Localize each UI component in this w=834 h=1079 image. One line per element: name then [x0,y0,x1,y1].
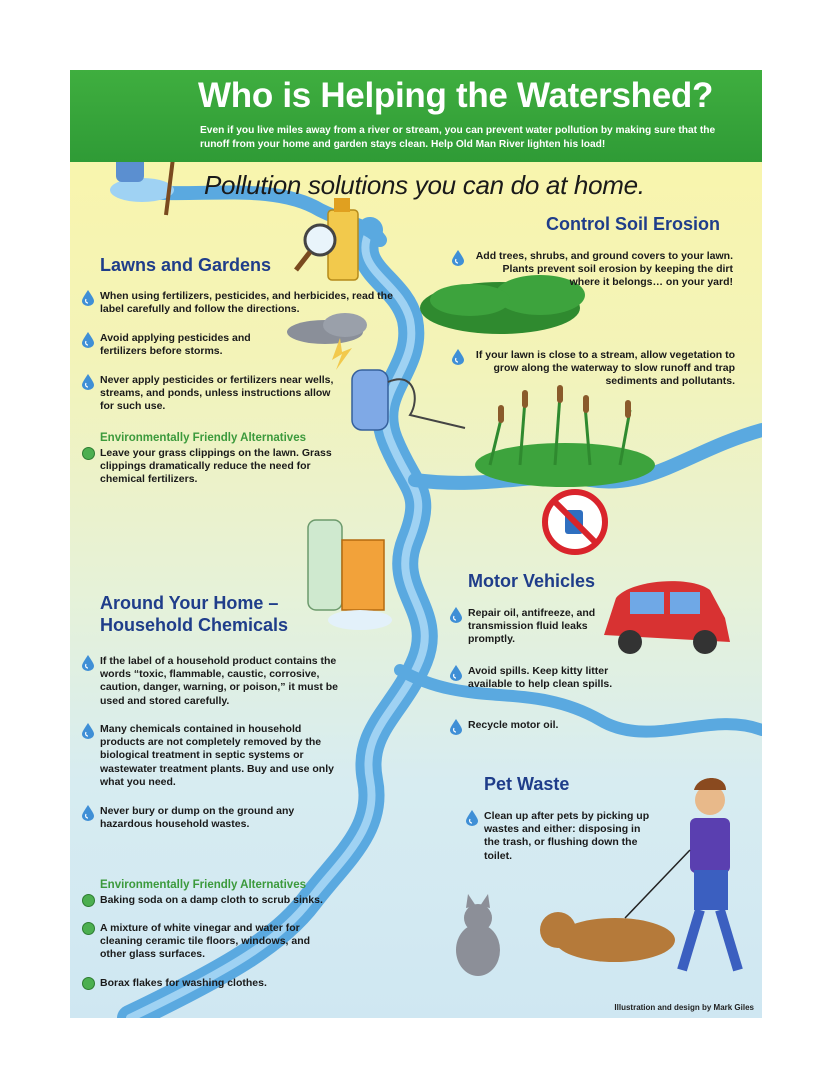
water-drop-icon [82,290,94,306]
pet-item-1-text: Clean up after pets by picking up wastes and either: disposing in the trash, or flushing down the toilet. [484,810,650,862]
household-alt-2-text: A mixture of white vinegar and water for cleaning ceramic tile floors, windows, and other glass surfaces. [100,922,311,961]
household-item-2 [100,723,345,789]
pet-heading: Pet Waste [484,774,570,794]
household-alt-3-text: Borax flakes for washing clothes. [100,977,267,989]
no-dumping-sign-illustration [545,492,605,552]
erosion-heading: Control Soil Erosion [546,214,720,234]
household-alternatives-heading: Environmentally Friendly Alternatives [100,879,306,891]
poster [70,70,762,1018]
lawns-item-3-text: Never apply pesticides or fertilizers near wells, streams, and ponds, unless instructions allow for such use. [100,374,334,413]
water-drop-icon [466,810,478,826]
boy-walking-dog-illustration [540,778,738,970]
motor-item-3 [468,719,628,732]
household-item-2-text: Many chemicals contained in household products are not completely removed by the biological treatment in septic systems or wastewater treatment plants. Buy and use only what you need. [100,723,334,788]
water-drop-icon [450,607,462,623]
household-item-1 [100,655,345,708]
illustration-credit: Illustration and design by Mark Giles [614,1003,754,1012]
water-drop-icon [82,723,94,739]
household-heading-line2: Household Chemicals [100,615,289,635]
household-alt-1-text: Baking soda on a damp cloth to scrub sinks. [100,894,323,906]
water-drop-icon [450,719,462,735]
water-drop-icon [82,805,94,821]
lawns-item-2 [100,332,285,358]
cleaning-products-illustration [308,520,392,630]
erosion-item-2-text: If your lawn is close to a stream, allow vegetation to grow along the waterway to slow runoff and trap sediments and pollutants. [475,349,735,388]
erosion-item-1 [470,250,733,290]
lawns-item-2-text: Avoid applying pesticides and fertilizers before storms. [100,332,251,358]
household-alt-2 [100,922,320,962]
erosion-item-2 [470,349,735,389]
water-drop-icon [82,655,94,671]
motor-heading: Motor Vehicles [468,571,596,591]
lawns-alt-1-text: Leave your grass clippings on the lawn. Grass clippings dramatically reduce the need for chemical fertilizers. [100,447,332,486]
water-drop-icon [82,374,94,390]
motor-item-1-text: Repair oil, antifreeze, and transmission fluid leaks promptly. [468,607,596,646]
household-alt-3 [100,977,350,990]
water-drop-icon [82,332,94,348]
cat-illustration [456,894,500,976]
green-dot-icon [82,922,95,935]
header-banner [70,70,762,162]
intro-text: Even if you live miles away from a river or stream, you can prevent water pollution by making sure that the runoff from your home and garden stays clean. Help Old Man River lighten his load! [200,125,716,150]
lawns-heading: Lawns and Gardens [100,255,272,275]
green-dot-icon [82,447,95,460]
household-alt-1 [100,894,350,907]
water-drop-icon [452,250,464,266]
motor-item-1 [468,607,608,647]
car-illustration [604,581,730,654]
household-heading-line1: Around Your Home – [100,593,279,613]
cattail-grass-illustration [475,385,655,487]
erosion-item-1-text: Add trees, shrubs, and ground covers to your lawn. Plants prevent soil erosion by keeping the dirt where it belongs… on your yard! [475,250,733,289]
motor-item-2 [468,665,628,691]
lawns-alt-1 [100,447,350,487]
subtitle: Pollution solutions you can do at home. [204,170,645,200]
storm-cloud-illustration [287,313,367,370]
green-dot-icon [82,894,95,907]
motor-item-2-text: Avoid spills. Keep kitty litter available to help clean spills. [468,665,613,691]
water-drop-icon [452,349,464,365]
water-drop-icon [450,665,462,681]
pet-item-1 [484,810,652,863]
page-title: Who is Helping the Watershed? [198,76,714,115]
lawns-item-1-text: When using fertilizers, pesticides, and herbicides, read the label carefully and follow the directions. [100,290,393,316]
household-item-3 [100,805,325,831]
motor-item-3-text: Recycle motor oil. [468,719,559,731]
lawns-alternatives-heading: Environmentally Friendly Alternatives [100,432,306,444]
lawns-item-1 [100,290,400,316]
household-item-1-text: If the label of a household product contains the words “toxic, flammable, caustic, corrosive, caution, danger, warning, or poison,” it must be used and stored carefully. [100,655,339,707]
lawns-item-3 [100,374,345,414]
green-dot-icon [82,977,95,990]
household-item-3-text: Never bury or dump on the ground any hazardous household wastes. [100,805,295,831]
